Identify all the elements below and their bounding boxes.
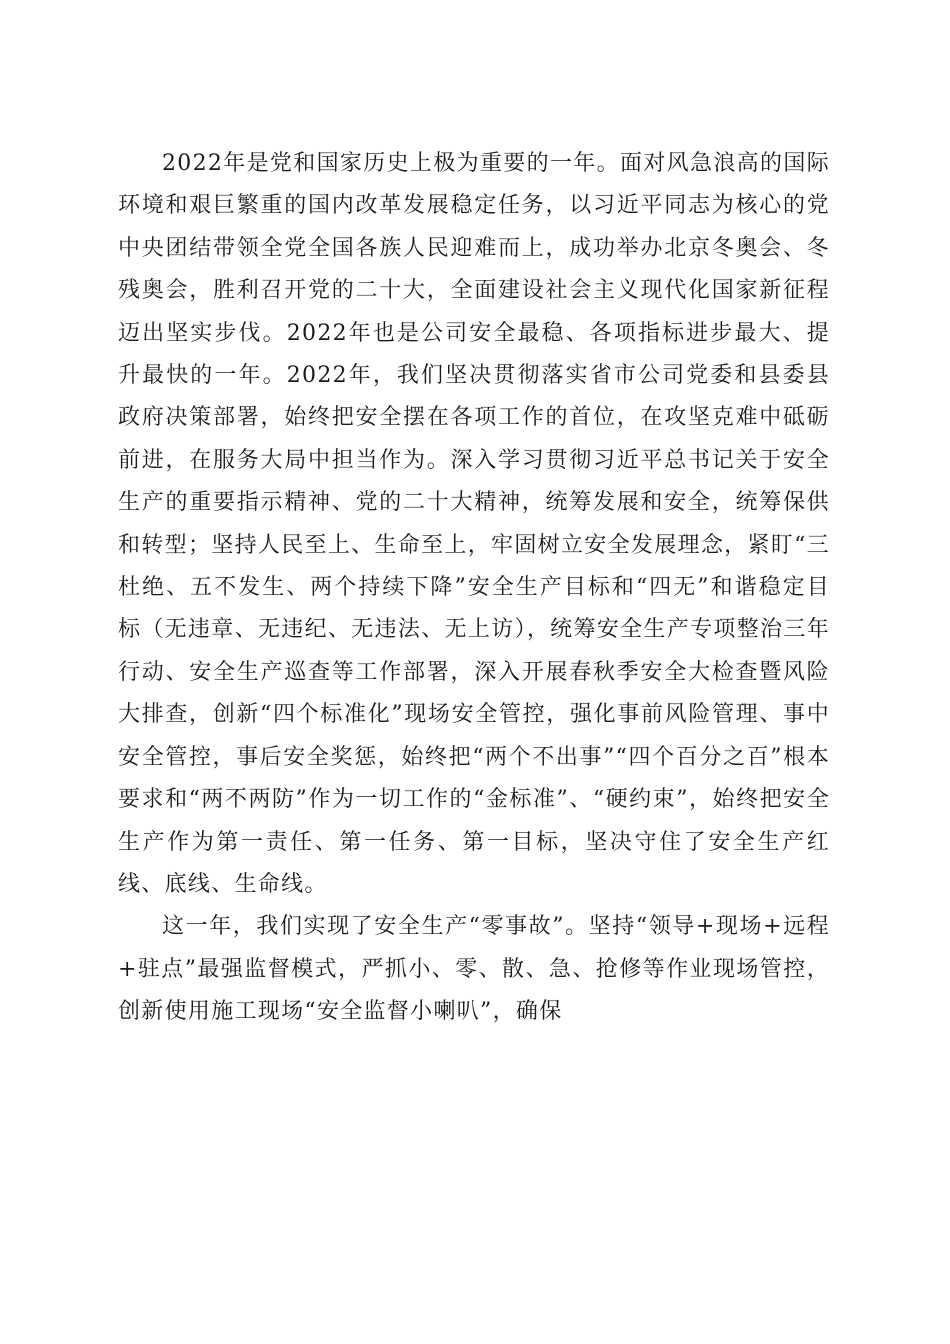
document-body (118, 143, 830, 1034)
paragraph-2: 这一年，我们实现了安全生产“零事故”。坚持“领导+现场+远程+驻点”最强监督模式，严抓小、零、散、急、抢修等作业现场管控，创新使用施工现场“安全监督小喇叭”，确保 (118, 914, 830, 1025)
paragraph-1: 2022年是党和国家历史上极为重要的一年。面对风急浪高的国际环境和艰巨繁重的国内改革发展稳定任务，以习近平同志为核心的党中央团结带领全党全国各族人民迎难而上，成功举办北京冬奥会、冬残奥会，胜利召开党的二十大，全面建设社会主义现代化国家新征程迈出坚实步伐。2022年也是公司安全最稳、各项指标进步最大、提升最快的一年。2022年，我们坚决贯彻落实省市公司党委和县委县政府决策部署，始终把安全摆在各项工作的首位，在攻坚克难中砥砺前进，在服务大局中担当作为。深入学习贯彻习近平总书记关于安全生产的重要指示精神、党的二十大精神，统筹发展和安全，统筹保供和转型；坚持人民至上、生命至上，牢固树立安全发展理念，紧盯“三杜绝、五不发生、两个持续下降”安全生产目标和“四无”和谐稳定目标（无违章、无违纪、无违法、无上访），统筹安全生产专项整治三年行动、安全生产巡查等工作部署，深入开展春秋季安全大检查暨风险大排查，创新“四个标准化”现场安全管控，强化事前风险管理、事中安全管控，事后安全奖惩，始终把“两个不出事”“四个百分之百”根本要求和“两不两防”作为一切工作的“金标准”、“硬约束”，始终把安全生产作为第一责任、第一任务、第一目标，坚决守住了安全生产红线、底线、生命线。 (118, 151, 830, 897)
